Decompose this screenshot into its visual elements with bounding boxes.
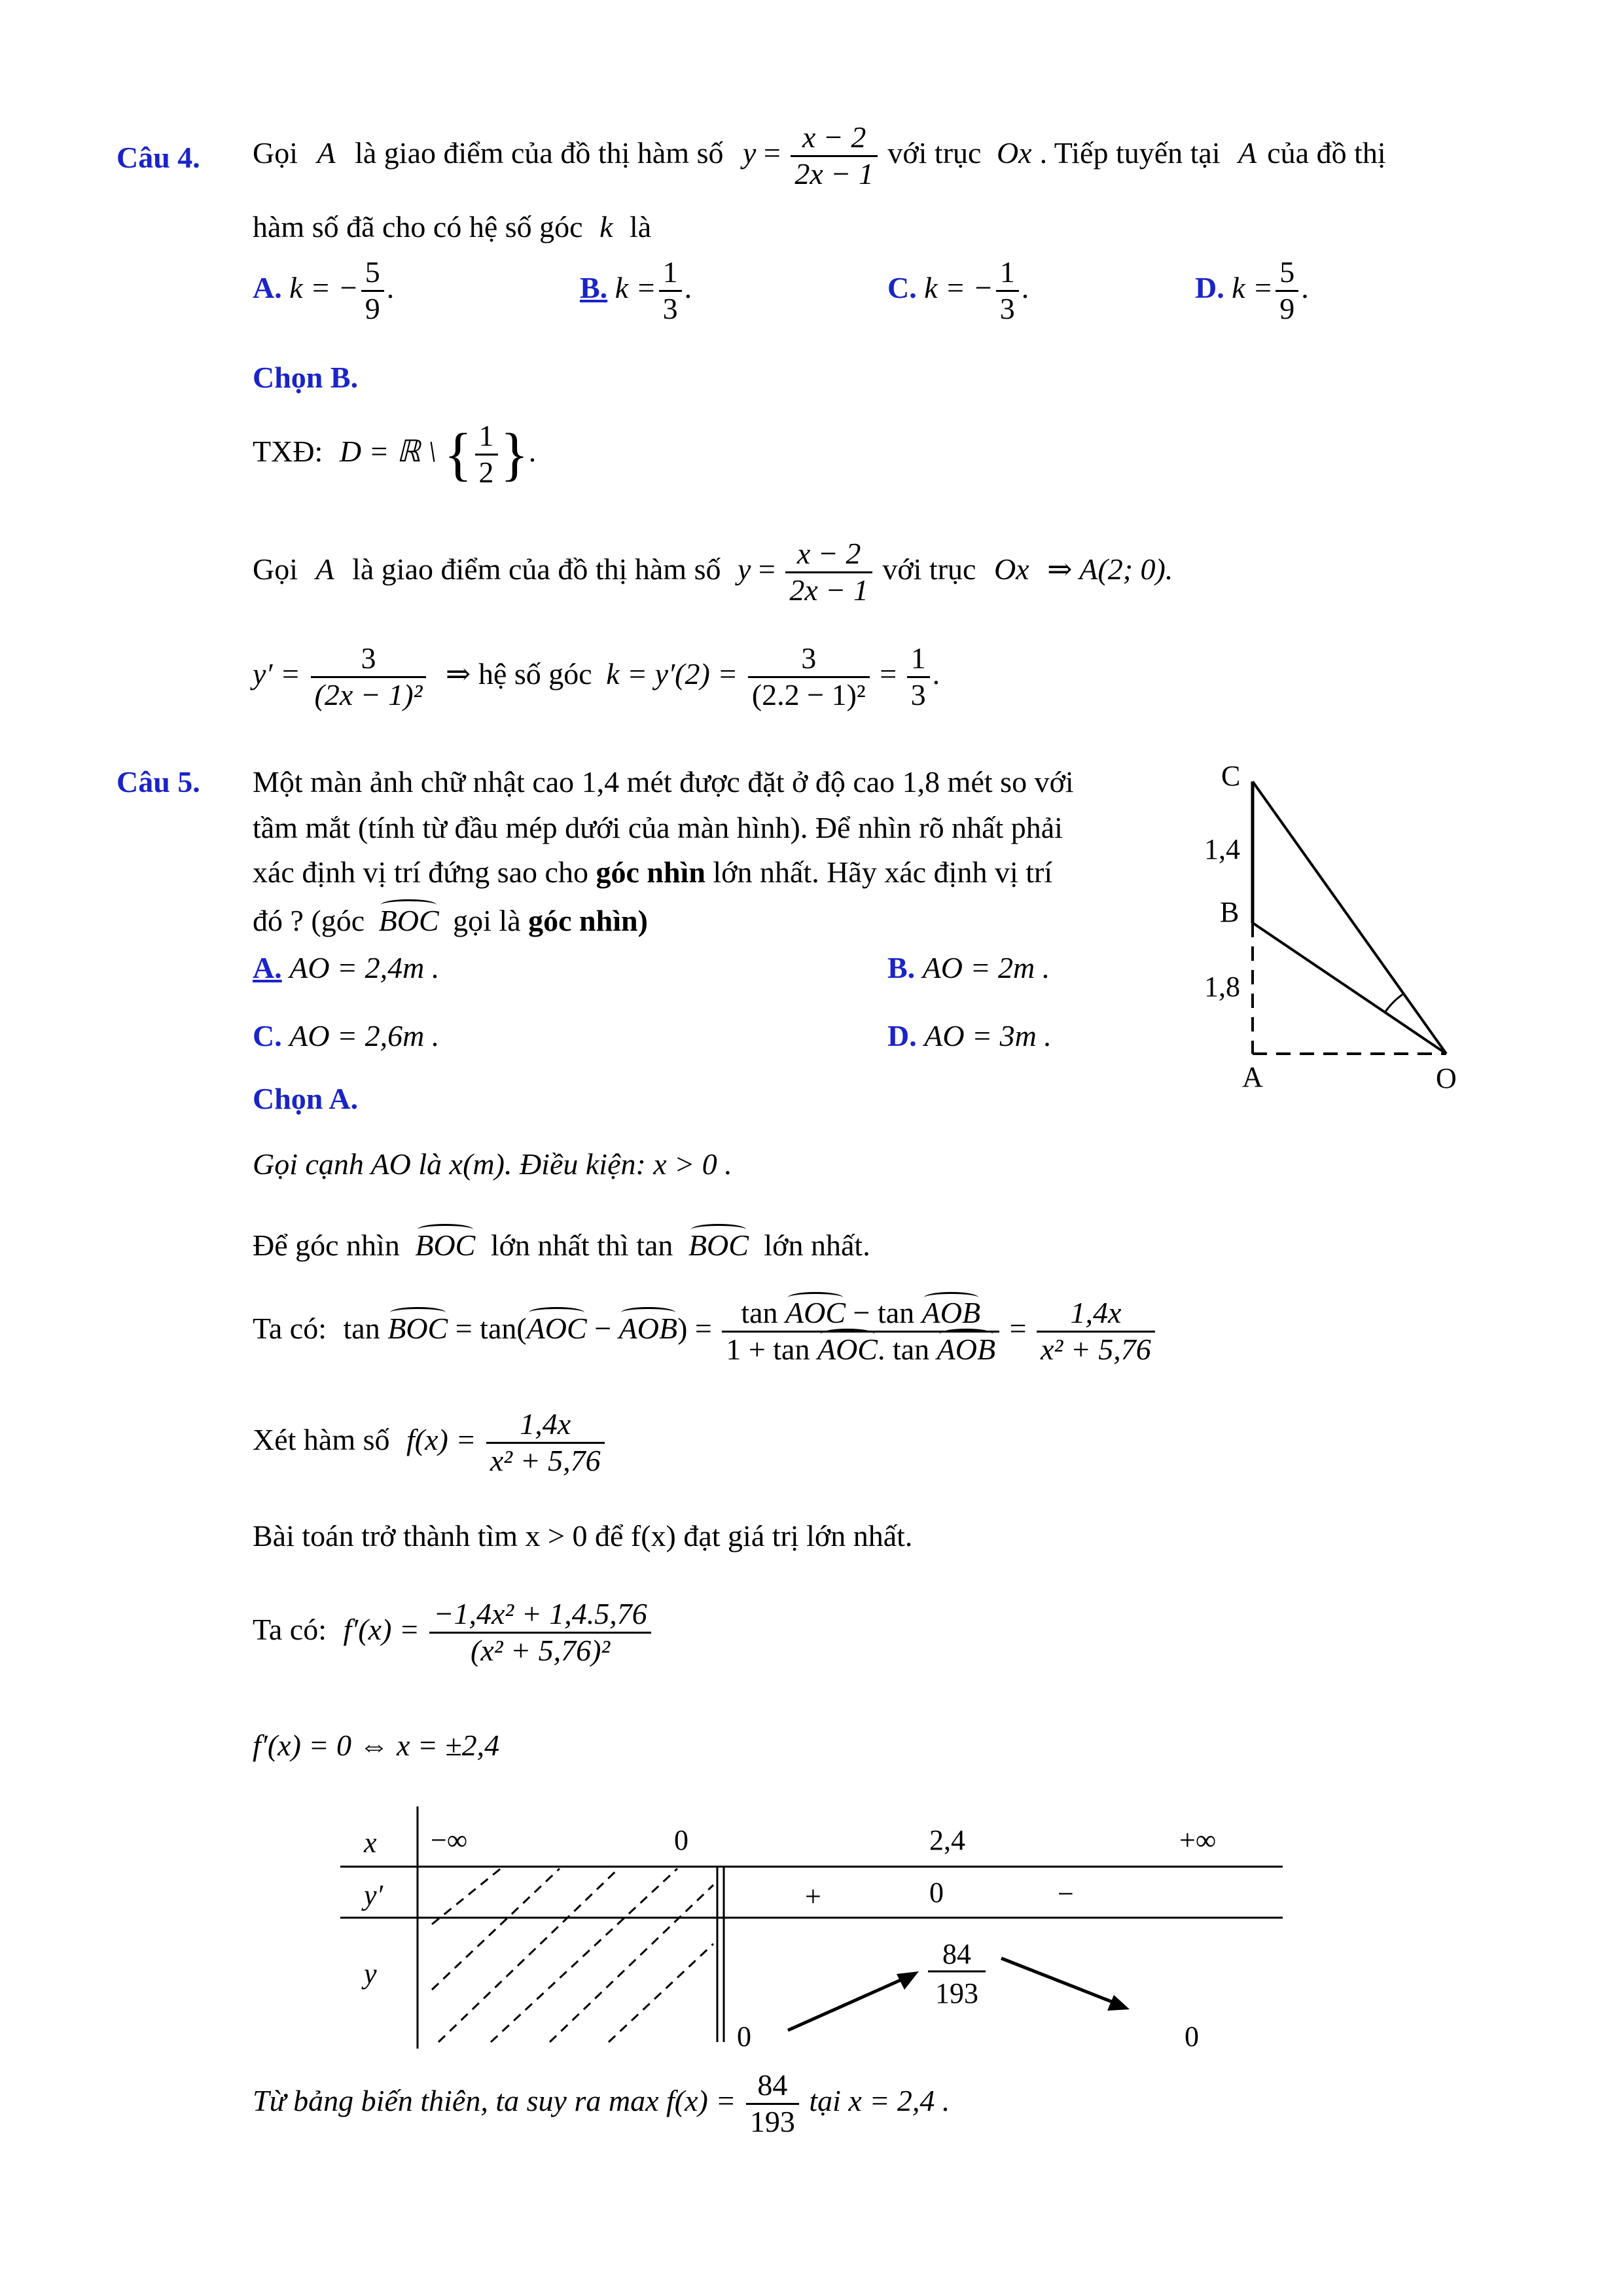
q5-step-3: Ta có: tan BOC = tan(AOC − AOB) = $\frac{\text{tan AOC − tan AOB}}{\text{1 + tan AOC. tan AOB}}$ = $\frac{1,4x}{\text{x² + 5,76}}$ — [253, 1296, 1158, 1367]
row-yprime-label: y′ — [364, 1879, 383, 1911]
viewing-angle-figure — [1191, 759, 1486, 1100]
q4-option-a[interactable]: A. k = − $\frac{5}{9}$ . — [253, 255, 395, 325]
q4-stem-line1: Gọi A là giao điểm của đồ thị hàm số y = $\frac{x - 2}{2x - 1}$ với trục Ox . Tiếp tuyến tại A của đồ thị — [253, 120, 1386, 190]
sign-value: − — [1058, 1878, 1074, 1910]
point-a-label: A — [1242, 1061, 1263, 1093]
x-value: +∞ — [1179, 1824, 1217, 1856]
y-max-numerator: 84 — [942, 1938, 971, 1970]
q4-function-fraction: $\frac{x - 2}{2x - 1}$ — [791, 120, 877, 192]
q4-label: Câu 4. — [116, 141, 200, 174]
q5-step-2: Để góc nhìn BOC lớn nhất thì tan BOC lớn nhất. — [253, 1229, 870, 1262]
q4-stem-line2: hàm số đã cho có hệ số góc k là — [253, 210, 652, 243]
q4-derivative-line: y′ = $\frac{3}{\text{(2x − 1)²}}$ ⇒ hệ số góc k = y′(2) = $\frac{3}{\text{(2.2 − 1)²}}$ = $\frac{1}{3}$ . — [253, 641, 940, 711]
q5-step-6: Ta có: f′(x) = $\frac{\text{−1,4x² + 1,4.5,76}}{\text{(x² + 5,76)²}}$ — [253, 1597, 654, 1668]
increasing-arrowhead — [897, 1971, 919, 1990]
variation-table — [340, 1806, 1283, 2055]
sightline-oc — [1253, 781, 1446, 1054]
y-end-value: 0 — [1185, 2020, 1199, 2053]
y-max-denominator: 193 — [935, 1977, 978, 2009]
point-c-label: C — [1221, 760, 1241, 792]
x-value: 2,4 — [929, 1824, 965, 1856]
q5-conclusion: Từ bảng biến thiên, ta suy ra max f(x) = $\frac{84}{193}$ tại x = 2,4 . — [253, 2068, 950, 2138]
length-bc-label: 1,4 — [1204, 833, 1240, 865]
q4-option-d[interactable]: D. k = $\frac{5}{9}$ . — [1195, 255, 1309, 325]
increasing-arrow — [788, 1977, 908, 2030]
decreasing-arrow — [1001, 1958, 1118, 2004]
q5-stem-line3: xác định vị trí đứng sao cho góc nhìn lớn nhất. Hãy xác định vị trí — [253, 855, 1053, 889]
sightline-ob — [1253, 923, 1446, 1054]
q5-stem-line1: Một màn ảnh chữ nhật cao 1,4 mét được đặt ở độ cao 1,8 mét so với — [253, 765, 1074, 798]
sign-value: + — [805, 1880, 821, 1912]
q5-step-1: Gọi cạnh AO là x(m). Điều kiện: x > 0 . — [253, 1147, 732, 1181]
row-y-label: y — [364, 1958, 377, 1990]
q4-domain-line: TXĐ: D = ℝ \ { $\frac{1}{2}$ }. — [253, 419, 537, 489]
q5-step-7: f′(x) = 0 ⇔ x = ±2,4 — [253, 1729, 500, 1762]
angle-boc-arc — [1385, 994, 1404, 1013]
x-value: 0 — [674, 1824, 688, 1856]
row-x-label: x — [364, 1827, 377, 1859]
q5-step-4: Xét hàm số f(x) = $\frac{1,4x}{\text{x² + 5,76}}$ — [253, 1407, 607, 1479]
q4-solution-line: Gọi A là giao điểm của đồ thị hàm số y = $\frac{x - 2}{2x - 1}$ với trục Ox ⇒ A(2; 0). — [253, 537, 1173, 607]
q5-option-c[interactable]: C. AO = 2,6m . — [253, 1019, 440, 1052]
q5-option-a[interactable]: A. AO = 2,4m . — [253, 951, 440, 984]
point-b-label: B — [1220, 896, 1240, 928]
q5-option-d[interactable]: D. AO = 3m . — [887, 1019, 1052, 1052]
sign-value: 0 — [929, 1876, 944, 1909]
y-start-value: 0 — [737, 2020, 751, 2053]
q4-answer-choice: Chọn B. — [253, 361, 359, 394]
undefined-region-hatching — [432, 1869, 713, 2042]
q4-option-c[interactable]: C. k = − $\frac{1}{3}$ . — [887, 255, 1029, 325]
x-value: −∞ — [431, 1824, 468, 1856]
q5-step-5: Bài toán trở thành tìm x > 0 để f(x) đạt giá trị lớn nhất. — [253, 1519, 913, 1552]
decreasing-arrowhead — [1107, 1995, 1130, 2011]
length-ab-label: 1,8 — [1204, 971, 1240, 1003]
q4-option-b[interactable]: B. k = $\frac{1}{3}$ . — [580, 255, 692, 325]
q5-answer-choice: Chọn A. — [253, 1082, 359, 1115]
q5-stem-line4: đó ? (góc BOC gọi là góc nhìn) — [253, 904, 648, 937]
point-o-label: O — [1436, 1062, 1457, 1094]
q5-stem-line2: tầm mắt (tính từ đầu mép dưới của màn hình). Để nhìn rõ nhất phải — [253, 811, 1063, 844]
q5-label: Câu 5. — [116, 765, 200, 798]
q5-option-b[interactable]: B. AO = 2m . — [887, 951, 1050, 984]
